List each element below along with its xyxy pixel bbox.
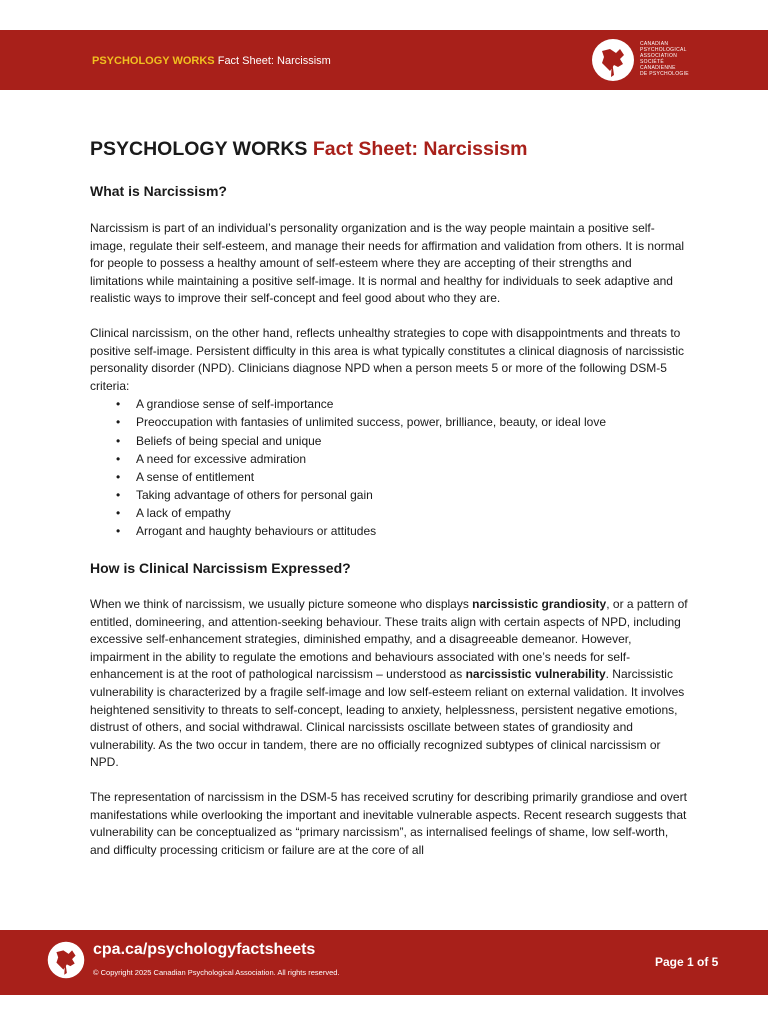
section-heading-what-is: What is Narcissism? [90, 183, 227, 199]
paragraph-dsm-scrutiny: The representation of narcissism in the DSM-5 has received scrutiny for describing primarily grandiose and overt manifestations while overlooking the important and inevitable vulnerable aspects. Recent research suggests that vulnerability can be conceptualized as “primary narcissism”, as internalised feelings of shame, low self-worth, and difficulty processing criticism or failure are at the core of all [90, 790, 687, 857]
cpa-logo-icon [590, 37, 636, 83]
paragraph-expression [90, 596, 688, 772]
logo-line: SOCIÉTÉ [640, 59, 665, 65]
footer-copyright: © Copyright 2025 Canadian Psychological Association. All rights reserved. [93, 968, 340, 977]
list-item: • A need for excessive admiration [90, 450, 688, 468]
list-item: • Preoccupation with fantasies of unlimited success, power, brilliance, beauty, or ideal love [90, 413, 688, 431]
paragraph-definition: Narcissism is part of an individual’s personality organization and is the way people maintain a positive self-image, regulate their self-esteem, and manage their needs for affirmation and validation from others. It is normal for people to possess a healthy amount of self-esteem where they are accepting of their strengths and limitations while maintaining a positive self-image. It is normal and healthy for individuals to seek adaptive and realistic ways to improve their self-concept and feel good about who they are. [90, 221, 685, 306]
footer-band [0, 930, 768, 995]
document-body [90, 138, 688, 859]
section-heading-expressed: How is Clinical Narcissism Expressed? [90, 560, 351, 577]
list-item: • Arrogant and haughty behaviours or attitudes [90, 522, 688, 540]
text-run: When we think of narcissism, we usually picture someone who displays [90, 597, 473, 612]
text-run: . Narcissistic vulnerability is characterized by a fragile self-image and low self-esteem reliant on external validation. It involves heightened sensitivity to threats to self-concept, leading to anxiety, helplessness, persistent negative emotions, distrust of others, and social withdrawal. Clinical narcissists oscillate between states of grandiosity and vulnerability. As the two occur in tandem, there are no officially recognized subtypes of clinical narcissism or NPD. [90, 667, 685, 770]
logo-line: PSYCHOLOGICAL [640, 47, 687, 53]
header-title [92, 55, 331, 67]
page-title [90, 138, 688, 161]
list-item: • A grandiose sense of self-importance [90, 395, 688, 413]
text-run: , or a pattern of entitled, domineering, and attention-seeking behaviour. These traits align with certain aspects of NPD, including excessive self-enhancement strategies, diminished empathy, and a disagreeable demeanor. However, impairment in the ability to regulate the emotions and behaviours associated with one’s needs for self-enhancement is at the root of pathological narcissism – understood as [90, 597, 688, 682]
list-item: • A sense of entitlement [90, 468, 688, 486]
header-subtitle: Fact Sheet: Narcissism [217, 55, 331, 67]
footer-url-link[interactable]: cpa.ca/psychologyfactsheets [93, 941, 316, 958]
list-item: • A lack of empathy [90, 504, 688, 522]
list-item: • Beliefs of being special and unique [90, 432, 688, 450]
logo-line: CANADIAN [640, 41, 669, 47]
title-subtitle: Fact Sheet: Narcissism [312, 138, 528, 160]
header-brand: PSYCHOLOGY WORKS [92, 55, 215, 67]
bold-term-vulnerability: narcissistic vulnerability [465, 667, 606, 682]
cpa-logo-icon [46, 940, 86, 980]
bold-term-grandiosity: narcissistic grandiosity [472, 597, 607, 612]
page-number: Page 1 of 5 [655, 955, 719, 969]
paragraph-clinical: Clinical narcissism, on the other hand, reflects unhealthy strategies to cope with disappointments and threats to positive self-image. Persistent difficulty in this area is what typically constitutes a clinical diagnosis of narcissistic personality disorder (NPD). Clinicians diagnose NPD when a person meets 5 or more of the following DSM-5 criteria: [90, 325, 685, 393]
logo-line: ASSOCIATION [640, 53, 678, 59]
title-brand: PSYCHOLOGY WORKS [90, 138, 308, 160]
logo-wordmark [640, 41, 710, 77]
criteria-list [90, 395, 688, 540]
logo-line: CANADIENNE [640, 65, 676, 71]
list-item: • Taking advantage of others for personal gain [90, 486, 688, 504]
logo-line: DE PSYCHOLOGIE [640, 71, 689, 77]
